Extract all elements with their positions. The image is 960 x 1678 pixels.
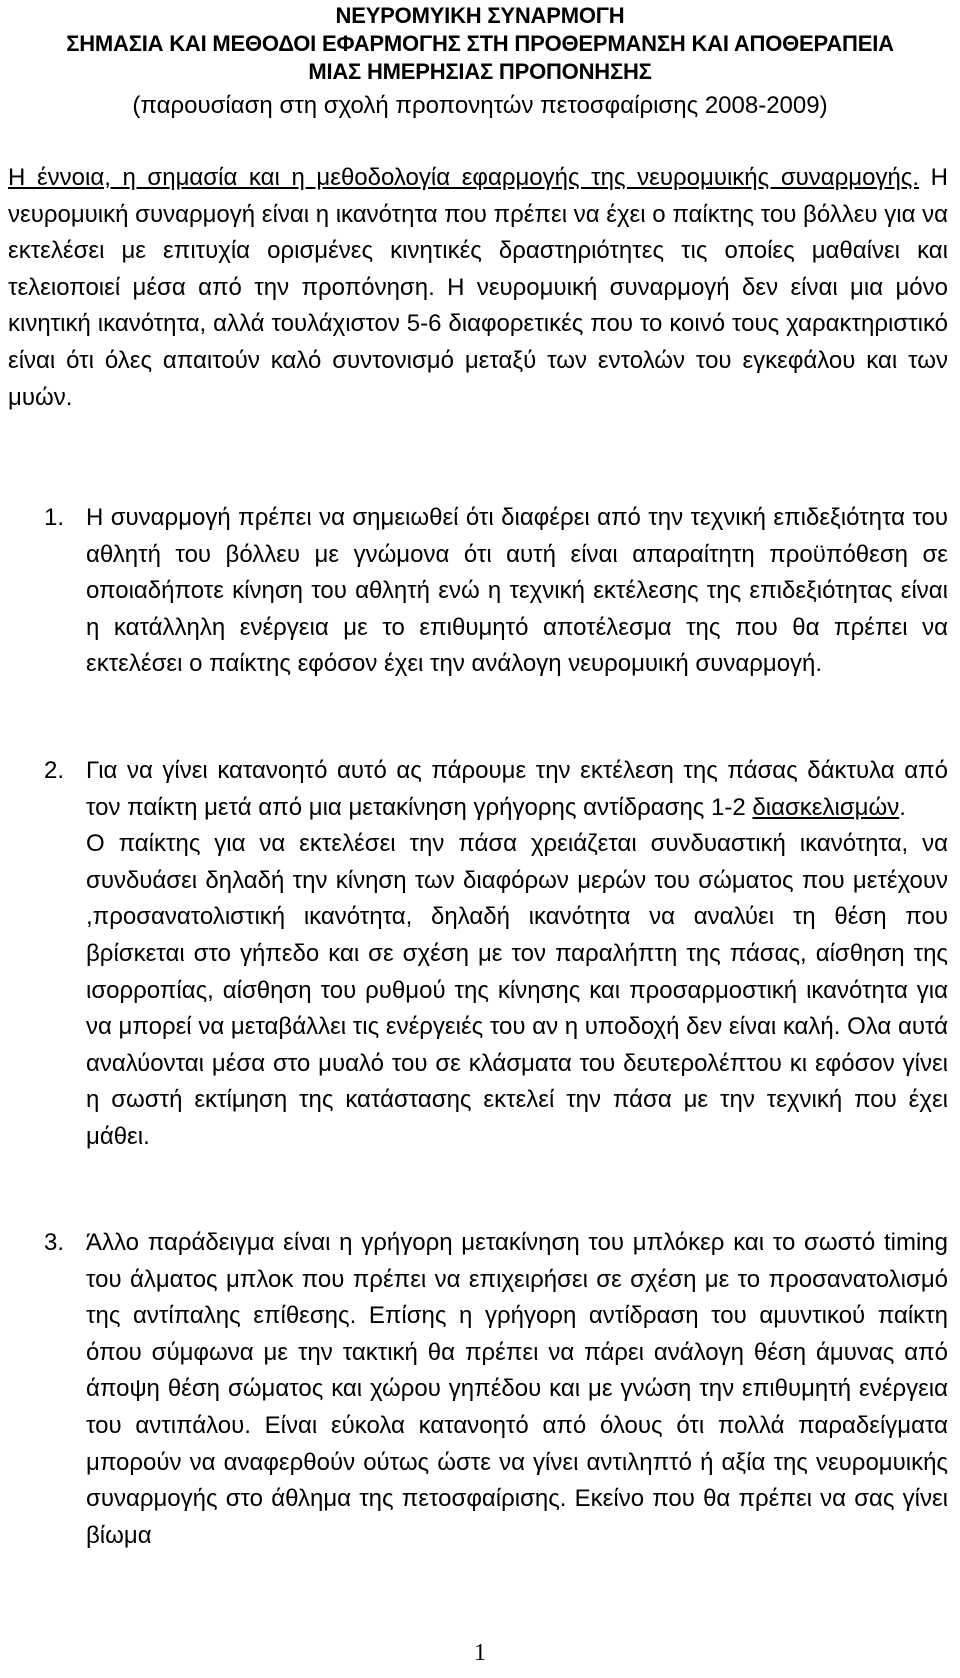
intro-heading: Η έννοια, η σημασία και η μεθοδολογία εφαρμογής της νευρομυικής συναρμογής. bbox=[8, 164, 920, 191]
list-item-paragraph-2: Ο παίκτης για να εκτελέσει την πάσα χρειάζεται συνδυαστική ικανότητα, να συνδυάσει δηλαδή την κίνηση των διαφόρων μερών του σώματος που μετέχουν ,προσανατολιστική ικανότητα, δηλαδή ικανότητα να αναλύει τη θέση που βρίσκεται στο γήπεδο και σε σχέση με τον παραλήπτη της πάσας, αίσθηση της ισορροπίας, αίσθηση του ρυθμού της κίνησης και προσαρμοστική ικανότητα για να μπορεί να μεταβάλλει τις ενέργειές του αν η υποδοχή δεν είναι καλή. Ολα αυτά αναλύονται μέσα στο μυαλό του σε κλάσματα του δευτερολέπτου κι εφόσον γίνει η σωστή εκτίμηση της κατάστασης εκτελεί την πάσα με την τεχνική που έχει μάθει. bbox=[86, 830, 948, 1150]
document-title: ΝΕΥΡΟΜΥΙΚΗ ΣΥΝΑΡΜΟΓΗ bbox=[335, 3, 625, 28]
list-item bbox=[8, 1225, 948, 1554]
list-item-text-trail: . bbox=[899, 793, 906, 821]
page-number: 1 bbox=[474, 1640, 486, 1666]
list-item-text-underlined: διασκελισμών bbox=[752, 793, 900, 821]
list-item-number: 2. bbox=[44, 757, 65, 784]
list-item-text: Άλλο παράδειγμα είναι η γρήγορη μετακίνηση του μπλόκερ και το σωστό timing του άλματος μπλοκ που πρέπει να επιχειρήσει σε σχέση με το προσανατολισμό της αντίπαλης επίθεσης. Επίσης η γρήγορη αντίδραση του αμυντικού παίκτη όπου σύμφωνα με την τακτική θα πρέπει να πάρει ανάλογη θέση άμυνας από άποψη θέση σώματος και χώρου γηπέδου και με γνώση την επιθυμητή ενέργεια του αντιπάλου. Είναι εύκολα κατανοητό από όλους ότι πολλά παραδείγματα μπορούν να αναφερθούν ούτως ώστε να γίνει αντιληπτό ή αξία της νευρομυικής συναρμογής στο άθλημα της πετοσφαίρισης. Εκείνο που θα πρέπει να σας γίνει βίωμα bbox=[86, 1229, 948, 1549]
list-item-number: 1. bbox=[44, 504, 65, 531]
document-subtitle-line-2: ΜΙΑΣ ΗΜΕΡΗΣΙΑΣ ΠΡΟΠΟΝΗΣΗΣ bbox=[308, 59, 652, 84]
list-item bbox=[8, 500, 948, 683]
document-header bbox=[0, 2, 960, 122]
list-item-text bbox=[86, 753, 948, 826]
presentation-note: (παρουσίαση στη σχολή προπονητών πετοσφαίρισης 2008-2009) bbox=[132, 92, 828, 119]
document-subtitle-line-1: ΣΗΜΑΣΙΑ ΚΑΙ ΜΕΘΟΔΟΙ ΕΦΑΡΜΟΓΗΣ ΣΤΗ ΠΡΟΘΕΡΜΑΝΣΗ ΚΑΙ ΑΠΟΘΕΡΑΠΕΙΑ bbox=[66, 31, 894, 56]
intro-body: Η νευρομυική συναρμογή είναι η ικανότητα που πρέπει να έχει ο παίκτης του βόλλευ για να εκτελέσει με επιτυχία ορισμένες κινητικές δραστηριότητες τις οποίες μαθαίνει και τελειοποιεί μέσα από την προπόνηση. Η νευρομυική συναρμογή δεν είναι μια μόνο κινητική ικανότητα, αλλά τουλάχιστον 5-6 διαφορετικές που το κοινό τους χαρακτηριστικό είναι ότι όλες απαιτούν καλό συντονισμό μεταξύ των εντολών του εγκεφάλου και των μυών. bbox=[8, 164, 949, 411]
list-item-number: 3. bbox=[44, 1229, 65, 1256]
list-item-text-lead: Για να γίνει κατανοητό αυτό ας πάρουμε την εκτέλεση της πάσας δάκτυλα από τον παίκτη μετά από μια μετακίνηση γρήγορης αντίδρασης 1-2 bbox=[86, 757, 948, 821]
list-item bbox=[8, 753, 948, 1156]
list-item-text: Η συναρμογή πρέπει να σημειωθεί ότι διαφέρει από την τεχνική επιδεξιότητα του αθλητή του βόλλευ με γνώμονα ότι αυτή είναι απαραίτητη προϋπόθεση σε οποιαδήποτε κίνηση του αθλητή ενώ η τεχνική εκτέλεσης της επιδεξιότητας είναι η κατάλληλη ενέργεια με το επιθυμητό αποτέλεσμα της που θα πρέπει να εκτελέσει ο παίκτης εφόσον έχει την ανάλογη νευρομυική συναρμογή. bbox=[86, 504, 948, 678]
intro-section bbox=[8, 160, 948, 416]
